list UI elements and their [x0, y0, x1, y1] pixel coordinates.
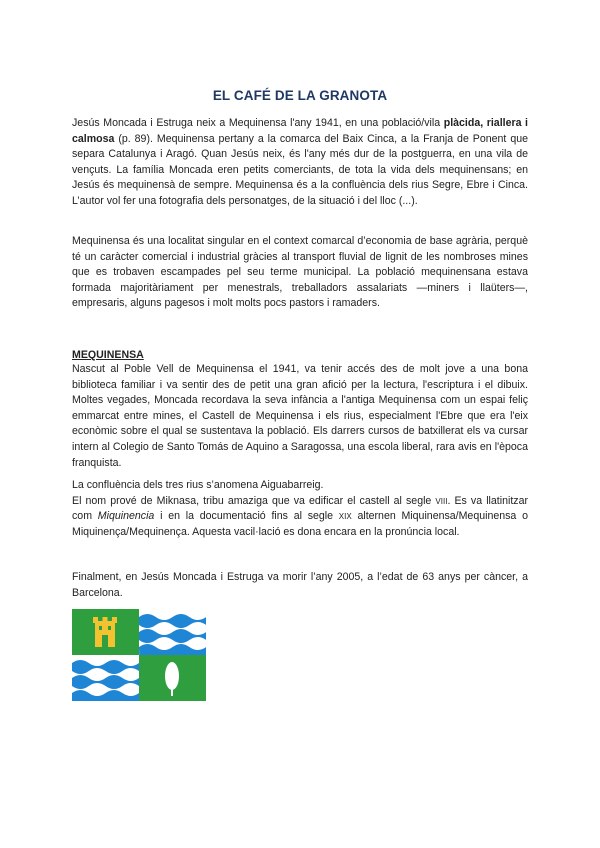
tower-icon — [93, 617, 117, 647]
century-viii: VIII — [435, 496, 448, 506]
origin-text-1: El nom prové de Miknasa, tribu amaziga que va edificar el castell al segle — [72, 494, 436, 507]
origin-text-2: . Es va llatinitzar com — [72, 494, 528, 523]
name-origin-paragraph — [72, 478, 528, 540]
section-title: MEQUINENSA — [72, 349, 144, 361]
death-paragraph: Finalment, en Jesús Moncada i Estruga va morir l’any 2005, a l’edat de 63 anys per càncer, a Barcelona. — [72, 571, 528, 599]
intro-bold-text: plàcida, riallera i calmosa — [72, 117, 528, 145]
flag-waves-quarter-bottom — [72, 655, 139, 701]
intro-paragraph — [72, 116, 528, 210]
latin-name: Miquinencia — [97, 510, 155, 523]
intro-text-1: Jesús Moncada i Estruga neix a Mequinensa l'any 1941, en una població/vila — [72, 117, 444, 129]
page-title: EL CAFÉ DE LA GRANOTA — [212, 88, 388, 103]
economy-paragraph: Mequinensa és una localitat singular en el context comarcal d’economia de base agrària, perquè té un caràcter comercial i industrial gràcies al transport fluvial de lignit de les nombroses mines que es trobaven escampades pel seu terme municipal. La població mequinensana estava formada majoritàriament per menestrals, treballadors assalariats —miners i llaüters—, empresaris, alguns pagesos i molt molts pocs pastors i ramaders. — [72, 235, 528, 310]
origin-text-4: alternen Miquinensa/Mequinensa o Miquinença/Mequinença. Aquesta vacil·lació es dona encara en la pronúncia local. — [72, 510, 528, 538]
biography-paragraph: Nascut al Poble Vell de Mequinensa el 1941, va tenir accés des de molt jove a una bona biblioteca familiar i va sentir des de petit una gran afició per la lectura, l'escriptura i el dibuix. Moltes vegades, Moncada recordava la seva infància a l'antiga Mequinensa com un espai feliç emmarcat entre mines, el Castell de Mequinensa i els rius, especialment l'Ebre que era l'eix econòmic sobre el qual se sustentava la població. Els darrers cursos de batxillerat els va cursar intern al Colegio de Santo Tomás de Aquino a Saragossa, una escola liberal, rara avis en l'època franquista. — [72, 363, 528, 469]
origin-text-3: i en la documentació fins al segle — [154, 510, 339, 523]
mequinensa-flag — [72, 609, 206, 701]
confluence-line: La confluència dels tres rius s’anomena Aiguabarreig. — [72, 479, 324, 491]
flag-waves-quarter-top — [139, 609, 206, 655]
century-xix: XIX — [338, 512, 352, 522]
intro-text-2: (p. 89). Mequinensa pertany a la comarca del Baix Cinca, a la Franja de Ponent que separa Catalunya i Aragó. Quan Jesús neix, és l'any més dur de la postguerra, en una vila de vençuts. La família Moncada eren petits comerciants, de tota la vida dels mequinensans; en Jesús és mequinensà de sempre. Mequinensa és a la confluència dels rius Segre, Ebre i Cinca. L’autor vol fer una fotografia dels personatges, de la situació i del lloc (...). — [72, 132, 528, 207]
